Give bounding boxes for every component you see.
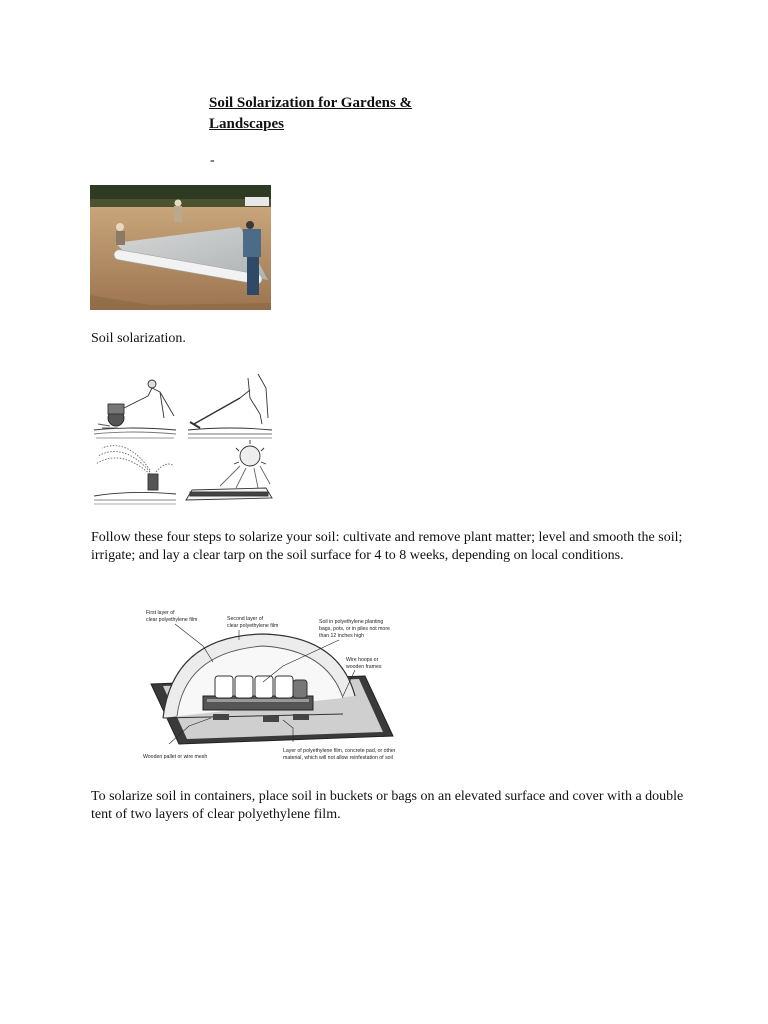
label-second-layer-1: Second layer of bbox=[227, 616, 264, 622]
step-level-drawing bbox=[188, 374, 272, 438]
page-title: Soil Solarization for Gardens & Landscapes bbox=[209, 95, 413, 132]
caption-four-steps: Follow these four steps to solarize your soil: cultivate and remove plant matter; level and smooth the soil; irrigate; and lay a clear tarp on the soil surface for 4 to 8 weeks, depending on local conditions. bbox=[91, 530, 683, 563]
label-first-layer-2: clear polyethylene film bbox=[146, 617, 198, 623]
label-hoops-1: Wire hoops or bbox=[346, 657, 379, 663]
label-soil-1: Soil in polyethylene planting bbox=[319, 619, 384, 625]
separator-dash: - bbox=[210, 153, 215, 168]
caption-soil-solarization: Soil solarization. bbox=[91, 331, 186, 346]
label-soil-2: bags, pots, or in piles not more bbox=[319, 626, 390, 632]
caption-container-solarization: To solarize soil in containers, place soil in buckets or bags on an elevated surface and cover with a double tent of two layers of clear polyethylene film. bbox=[91, 789, 684, 822]
label-pallet: Wooden pallet or wire mesh bbox=[143, 754, 208, 760]
label-first-layer-1: First layer of bbox=[146, 610, 175, 616]
photo-tarp-laying bbox=[90, 185, 271, 310]
step-cultivate-drawing bbox=[94, 380, 176, 438]
label-hoops-2: wooden frames bbox=[346, 664, 382, 670]
label-soil-3: than 12 inches high bbox=[319, 633, 364, 639]
illustration-four-steps bbox=[90, 368, 274, 508]
diagram-container-solarization bbox=[143, 606, 395, 766]
label-second-layer-2: clear polyethylene film bbox=[227, 623, 279, 629]
label-layer-1: Layer of polyethylene film, concrete pad, or other bbox=[283, 748, 395, 754]
step-irrigate-drawing bbox=[94, 446, 176, 504]
step-tarp-drawing bbox=[186, 440, 272, 500]
label-layer-2: material, which will not allow reinfestation of soil bbox=[283, 755, 393, 761]
